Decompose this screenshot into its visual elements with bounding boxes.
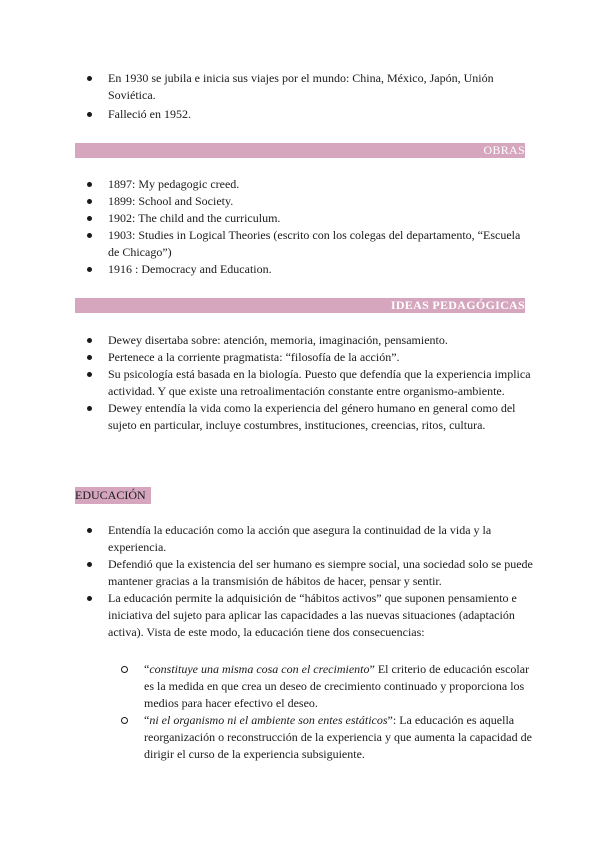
hollow-bullet-icon bbox=[121, 717, 128, 724]
list-item: Entendía la educación como la acción que asegura la continuidad de la vida y la experiencia. bbox=[84, 522, 534, 556]
bio-list bbox=[84, 70, 534, 123]
quote-open: “ bbox=[144, 713, 150, 727]
list-item: Defendió que la existencia del ser humano es siempre social, una sociedad solo se puede mantener gracias a la transmisión de hábitos de hacer, pensar y sentir. bbox=[84, 556, 534, 590]
sub-list-item bbox=[108, 712, 534, 763]
list-item: En 1930 se jubila e inicia sus viajes por el mundo: China, México, Japón, Unión Soviética. bbox=[84, 70, 534, 104]
consecuencias-list bbox=[108, 661, 534, 763]
section-band-obras: OBRAS bbox=[75, 143, 525, 158]
list-item: Falleció en 1952. bbox=[84, 106, 534, 123]
ideas-list bbox=[84, 332, 534, 434]
list-item: Dewey disertaba sobre: atención, memoria, imaginación, pensamiento. bbox=[84, 332, 534, 349]
quote-text: ni el organismo ni el ambiente son entes estáticos bbox=[149, 713, 388, 727]
list-item: Pertenece a la corriente pragmatista: “filosofía de la acción”. bbox=[84, 349, 534, 366]
hollow-bullet-icon bbox=[121, 666, 128, 673]
list-item: 1902: The child and the curriculum. bbox=[84, 210, 534, 227]
list-item: 1899: School and Society. bbox=[84, 193, 534, 210]
quote-open: “ bbox=[144, 662, 150, 676]
quote-rest: ”: La educación es aquella reorganización o reconstrucción de la experiencia y que aumenta la capacidad de dirigir el curso de la experiencia subsiguiente. bbox=[144, 713, 532, 761]
list-item: Su psicología está basada en la biología. Puesto que defendía que la experiencia implica actividad. Y que existe una retroalimentación constante entre organismo-ambiente. bbox=[84, 366, 534, 400]
list-item: 1897: My pedagogic creed. bbox=[84, 176, 534, 193]
sub-list-item bbox=[108, 661, 534, 712]
list-item: 1903: Studies in Logical Theories (escrito con los colegas del departamento, “Escuela de Chicago”) bbox=[84, 227, 534, 261]
section-heading-educacion: EDUCACIÓN bbox=[75, 487, 151, 504]
list-item bbox=[84, 590, 534, 641]
section-band-ideas: IDEAS PEDAGÓGICAS bbox=[75, 298, 525, 313]
quote-text: constituye una misma cosa con el crecimiento bbox=[149, 662, 370, 676]
list-item: Dewey entendía la vida como la experiencia del género humano en general como del sujeto en particular, incluye costumbres, instituciones, creencias, ritos, cultura. bbox=[84, 400, 534, 434]
list-item-text: La educación permite la adquisición de “hábitos activos” que suponen pensamiento e iniciativa del sujeto para aplicar las capacidades a las nuevas situaciones (adaptación activa). Vista de este modo, la educación tiene dos consecuencias: bbox=[108, 591, 517, 639]
quote-rest: ” El criterio de educación escolar es la medida en que crea un deseo de crecimiento continuado y proporciona los medios para hacer efectivo el deseo. bbox=[144, 662, 530, 710]
educacion-list bbox=[84, 522, 534, 641]
obras-list bbox=[84, 176, 534, 278]
list-item: 1916 : Democracy and Education. bbox=[84, 261, 534, 278]
